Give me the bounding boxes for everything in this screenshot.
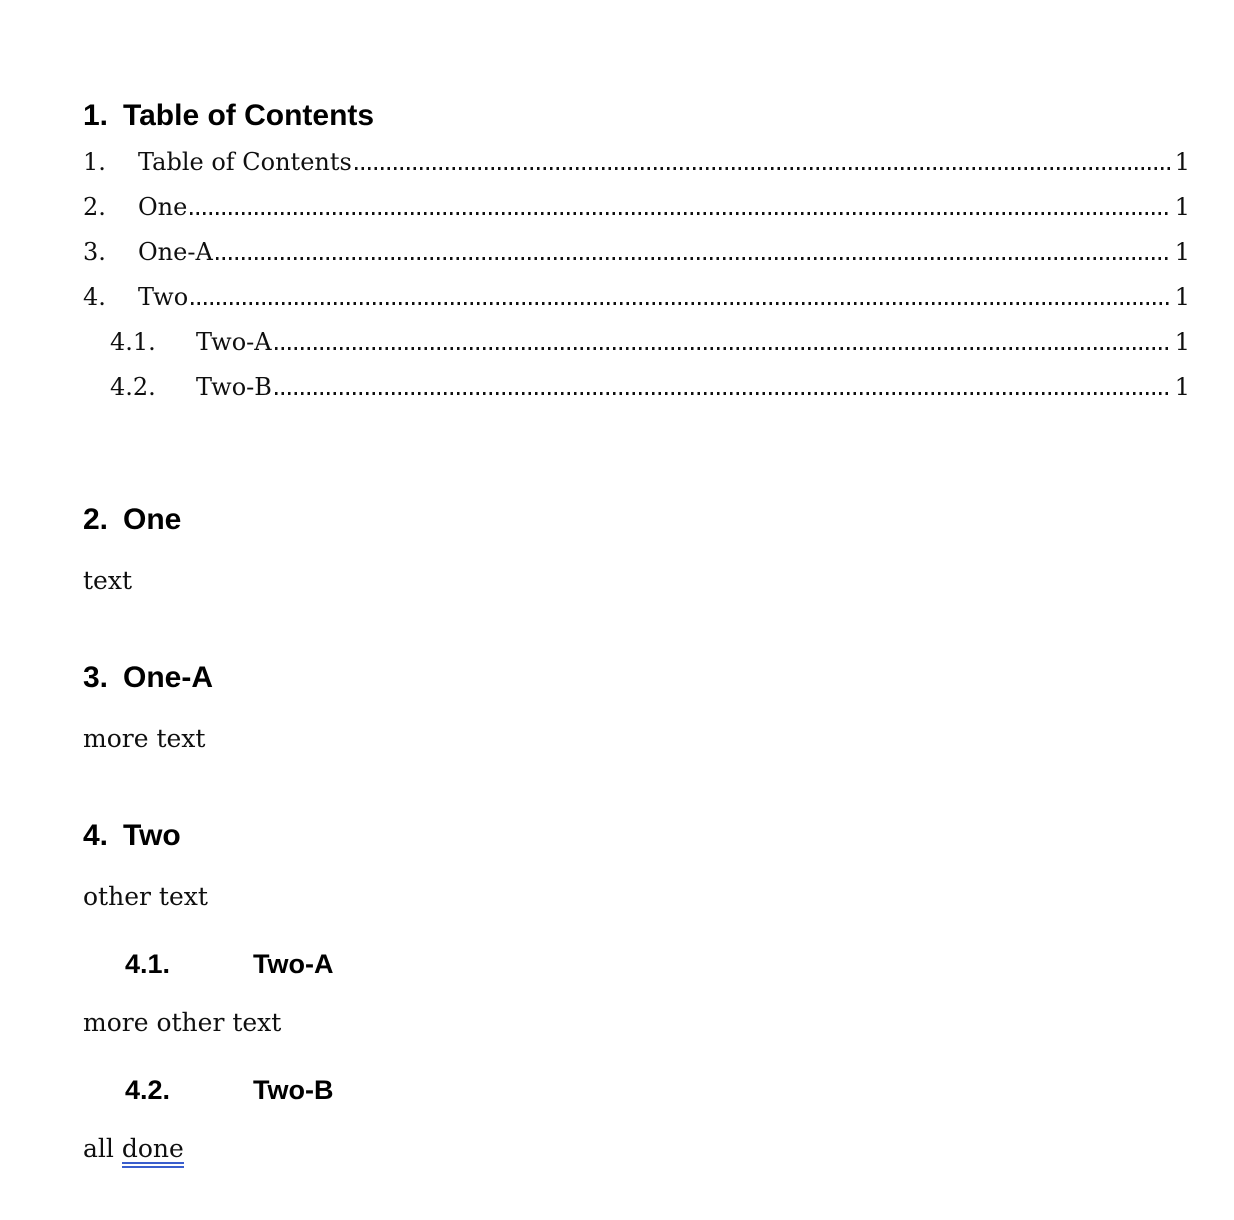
section-heading-one: [83, 500, 1190, 540]
toc-leader-dots: [275, 347, 1171, 350]
paragraph: text: [83, 566, 132, 595]
toc-leader-dots: [190, 212, 1170, 215]
toc-entry-number: 2.: [83, 193, 106, 221]
toc-page-number: 1: [1174, 283, 1190, 311]
section-heading-two-b: [125, 1072, 1190, 1108]
toc-entry-label: One-A: [138, 238, 213, 266]
heading-title: Two-A: [253, 949, 334, 979]
toc-leader-dots: [216, 257, 1171, 260]
heading-title: One-A: [123, 661, 213, 694]
heading-number: 2.: [83, 503, 109, 536]
toc-page-number: 1: [1174, 238, 1190, 266]
heading-title: One: [123, 503, 182, 536]
toc-entry[interactable]: [83, 365, 1190, 410]
toc-entry-label: Two-A: [196, 328, 272, 356]
toc-entry-label: Two: [138, 283, 189, 311]
toc-entry[interactable]: [83, 140, 1190, 185]
toc-entry[interactable]: [83, 185, 1190, 230]
section-heading-two-a: [125, 946, 1190, 982]
toc-heading-title: Table of Contents: [123, 99, 375, 132]
toc-heading: [83, 96, 1190, 136]
toc-leader-dots: [191, 302, 1171, 305]
paragraph: more text: [83, 724, 206, 753]
toc-page-number: 1: [1174, 373, 1190, 401]
toc-entry[interactable]: [83, 320, 1190, 365]
heading-number: 4.1.: [125, 949, 171, 979]
toc-entry-label: One: [138, 193, 188, 221]
toc-entry-number: 3.: [83, 238, 106, 266]
paragraph: other text: [83, 882, 208, 911]
toc-entry-label: Two-B: [196, 373, 272, 401]
toc-heading-number: 1.: [83, 99, 109, 132]
section-heading-two: [83, 816, 1190, 856]
paragraph: more other text: [83, 1008, 282, 1037]
toc-entry-number: 4.2.: [110, 373, 156, 401]
toc-leader-dots: [275, 392, 1171, 395]
toc-entry-number: 4.1.: [110, 328, 156, 356]
toc-entry[interactable]: [83, 275, 1190, 320]
table-of-contents: [83, 140, 1190, 410]
grammar-underlined-word: done: [122, 1136, 184, 1168]
toc-leader-dots: [355, 167, 1171, 170]
heading-number: 3.: [83, 661, 109, 694]
toc-page-number: 1: [1174, 148, 1190, 176]
toc-entry-number: 1.: [83, 148, 106, 176]
section-heading-one-a: [83, 658, 1190, 698]
toc-entry-label: Table of Contents: [138, 148, 352, 176]
heading-number: 4.2.: [125, 1075, 171, 1105]
toc-page-number: 1: [1174, 328, 1190, 356]
toc-page-number: 1: [1174, 193, 1190, 221]
heading-title: Two-B: [253, 1075, 334, 1105]
toc-entry[interactable]: [83, 230, 1190, 275]
paragraph: [83, 1132, 1190, 1168]
heading-number: 4.: [83, 819, 109, 852]
toc-entry-number: 4.: [83, 283, 106, 311]
paragraph-text: all: [83, 1134, 114, 1163]
heading-title: Two: [123, 819, 181, 852]
